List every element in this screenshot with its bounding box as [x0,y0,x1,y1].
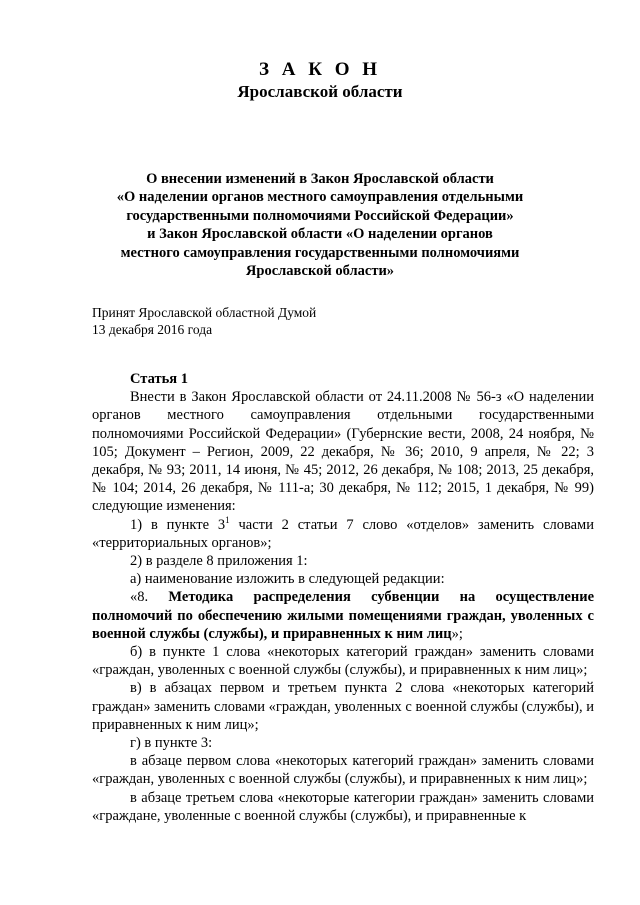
law-heading [0,170,640,280]
heading-line: «О наделении органов местного самоуправления отдельными [116,189,524,206]
paragraph-item-2g-1: в абзаце первом слова «некоторых категорий граждан» заменить словами «граждан, уволенных с военной службы (службы), и приравненных к ним лиц»; [92,753,594,788]
heading-line: местного самоуправления государственными полномочиями [120,244,520,261]
law-title: З А К О Н [258,59,382,80]
adoption-info [92,304,316,338]
heading-line: Ярославской области» [245,263,395,280]
item-1-superscript: 1 [225,514,230,525]
article-title: Статья 1 [130,371,188,387]
adoption-date: 13 декабря 2016 года [92,322,213,337]
paragraph-item-2a-quote [92,588,594,643]
paragraph-item-2v: в) в абзацах первом и третьем пункта 2 слова «некоторых категорий граждан» заменить словами «граждан, уволенных с военной службы (службы), и приравненных к ним лиц»; [92,680,594,733]
law-body [92,370,594,825]
paragraph-item-2g-2: в абзаце третьем слова «некоторые категории граждан» заменить словами «граждане, уволенные с военной службы (службы), и приравненные к [92,789,594,824]
item-1-text-end: части 2 статьи 7 слово «отделов» заменить словами «территориальных органов»; [92,516,594,551]
paragraph-intro: Внести в Закон Ярославской области от 24.11.2008 № 56-з «О наделении органов местного самоуправления отдельными государственными полномочиями Российской Федерации» (Губернские вести, 2008, 24 ноября, № 105; Документ – Регион, 2009, 22 декабря, № 36; 2010, 9 апреля, № 22; 3 декабря, № 93; 2011, 14 июня, № 45; 2012, 26 декабря, № 108; 2013, 25 декабря, № 104; 2014, 26 декабря, № 111-а; 30 декабря, № 112; 2015, 1 декабря, № 99) следующие изменения: [92,389,594,515]
heading-line: и Закон Ярославской области «О наделении органов [147,226,493,243]
heading-line: государственными полномочиями Российской Федерации» [126,207,514,224]
item-1-text-start: 1) в пункте 3 [130,516,226,533]
paragraph-item-1 [92,516,594,552]
paragraph-item-2b: б) в пункте 1 слова «некоторых категорий граждан» заменить словами «граждан, уволенных с военной службы (службы), и приравненных к ним лиц»; [92,644,594,679]
paragraph-item-2: 2) в разделе 8 приложения 1: [130,553,308,570]
paragraph-item-2g: г) в пункте 3: [130,735,213,752]
quote-bold-text: Методика распределения субвенции на осуществление полномочий по обеспечению жилыми помещениями граждан, уволенных с военной службы (службы), и приравненных к ним лиц [92,589,595,642]
paragraph-item-2a: а) наименование изложить в следующей редакции: [130,571,445,588]
law-region: Ярославской области [237,82,403,101]
heading-line: О внесении изменений в Закон Ярославской области [146,171,494,187]
adoption-body: Принят Ярославской областной Думой [92,305,317,320]
quote-open: «8. [130,589,169,606]
quote-close: »; [451,625,463,642]
